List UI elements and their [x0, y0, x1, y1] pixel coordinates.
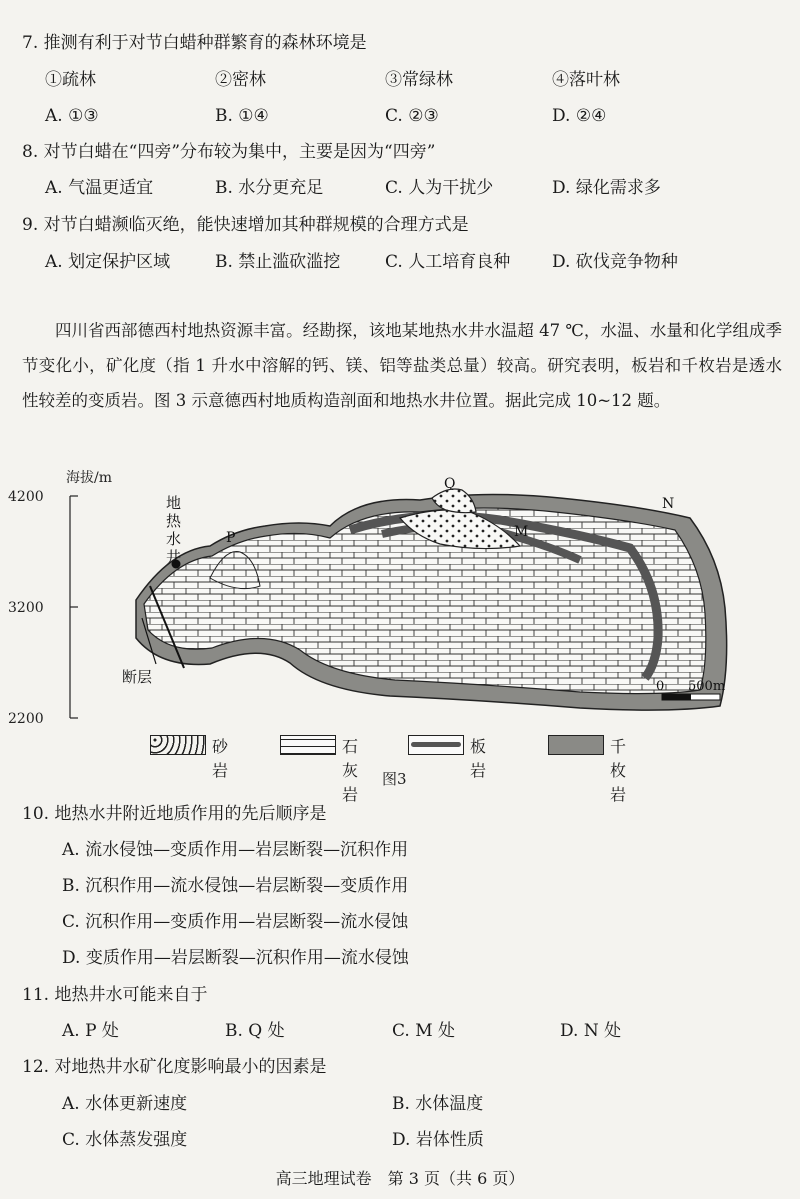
- well-label-3: 水: [166, 530, 182, 548]
- q10-option-d: D. 变质作用—岩层断裂—沉积作用—流水侵蚀: [62, 948, 409, 968]
- q10-stem: 10. 地热水井附近地质作用的先后顺序是: [22, 804, 327, 824]
- well-label-4: 井: [166, 548, 182, 566]
- q7-option-b: B. ①④: [215, 106, 269, 126]
- scale-label: 500m: [688, 679, 726, 694]
- legend-limestone-label: 石灰岩: [342, 737, 359, 804]
- page-footer: 高三地理试卷 第 3 页（共 6 页）: [275, 1169, 525, 1188]
- q8-stem: 8. 对节白蜡在“四旁”分布较为集中，主要是因为“四旁”: [22, 142, 436, 162]
- q12-option-d: D. 岩体性质: [392, 1130, 484, 1150]
- q12-option-b: B. 水体温度: [392, 1094, 484, 1114]
- q10-option-a: A. 流水侵蚀—变质作用—岩层断裂—沉积作用: [62, 840, 409, 860]
- q11-option-b: B. Q 处: [225, 1021, 285, 1041]
- q8-option-c: C. 人为干扰少: [385, 178, 494, 198]
- legend-slate-label: 板岩: [470, 737, 487, 780]
- q7-option-d: D. ②④: [552, 106, 607, 126]
- tick-2200: 2200: [8, 711, 44, 727]
- axis-title: 海拔/m: [66, 470, 112, 486]
- point-m: M: [514, 524, 529, 540]
- q9-option-a: A. 划定保护区域: [45, 252, 171, 272]
- passage-text: 四川省西部德西村地热资源丰富。经勘探，该地某地热水井水温超 47 ℃，水温、水量和化学组成季节变化小，矿化度（指 1 升水中溶解的钙、镁、铝等盐类总量）较高。研究表明，板岩和千枚岩是透水性较差的变质岩。图 3 示意德西村地质构造剖面和地热水井位置。据此完成 10~12 题。: [22, 321, 782, 410]
- point-n: N: [662, 496, 675, 512]
- q11-stem: 11. 地热井水可能来自于: [22, 985, 208, 1005]
- q7-stem: 7. 推测有利于对节白蜡种群繁育的森林环境是: [22, 33, 367, 53]
- q8-option-a: A. 气温更适宜: [45, 178, 154, 198]
- tick-4200: 4200: [8, 489, 44, 505]
- q11-option-a: A. P 处: [62, 1021, 119, 1041]
- scale-zero: 0: [656, 679, 665, 694]
- q7-option-a: A. ①③: [45, 106, 99, 126]
- q12-option-a: A. 水体更新速度: [62, 1094, 188, 1114]
- q9-option-b: B. 禁止滥砍滥挖: [215, 252, 341, 272]
- q7-option-c: C. ②③: [385, 106, 439, 126]
- q8-option-d: D. 绿化需求多: [552, 178, 661, 198]
- q9-option-d: D. 砍伐竞争物种: [552, 252, 678, 272]
- fault-label: 断层: [122, 668, 153, 686]
- q7-item-1: ①疏林: [45, 70, 96, 90]
- reading-passage: [22, 313, 782, 418]
- legend-sandstone-label: 砂岩: [212, 737, 229, 780]
- q9-option-c: C. 人工培育良种: [385, 252, 511, 272]
- q11-option-c: C. M 处: [392, 1021, 456, 1041]
- geologic-cross-section-figure: [8, 468, 760, 748]
- q10-option-b: B. 沉积作用—流水侵蚀—岩层断裂—变质作用: [62, 876, 409, 896]
- q9-stem: 9. 对节白蜡濒临灭绝，能快速增加其种群规模的合理方式是: [22, 215, 469, 235]
- q8-option-b: B. 水分更充足: [215, 178, 324, 198]
- point-q: Q: [444, 476, 456, 492]
- well-label-2: 热: [166, 512, 182, 530]
- point-p: P: [226, 530, 236, 546]
- q11-option-d: D. N 处: [560, 1021, 622, 1041]
- q7-item-4: ④落叶林: [552, 70, 620, 90]
- tick-3200: 3200: [8, 600, 44, 616]
- well-label-1: 地: [166, 494, 182, 512]
- legend-phyllite-label: 千枚岩: [610, 737, 627, 804]
- q10-option-c: C. 沉积作用—变质作用—岩层断裂—流水侵蚀: [62, 912, 409, 932]
- q12-stem: 12. 对地热井水矿化度影响最小的因素是: [22, 1057, 327, 1077]
- q7-item-2: ②密林: [215, 70, 266, 90]
- q7-item-3: ③常绿林: [385, 70, 453, 90]
- q12-option-c: C. 水体蒸发强度: [62, 1130, 188, 1150]
- figure-caption: 图3: [382, 770, 407, 788]
